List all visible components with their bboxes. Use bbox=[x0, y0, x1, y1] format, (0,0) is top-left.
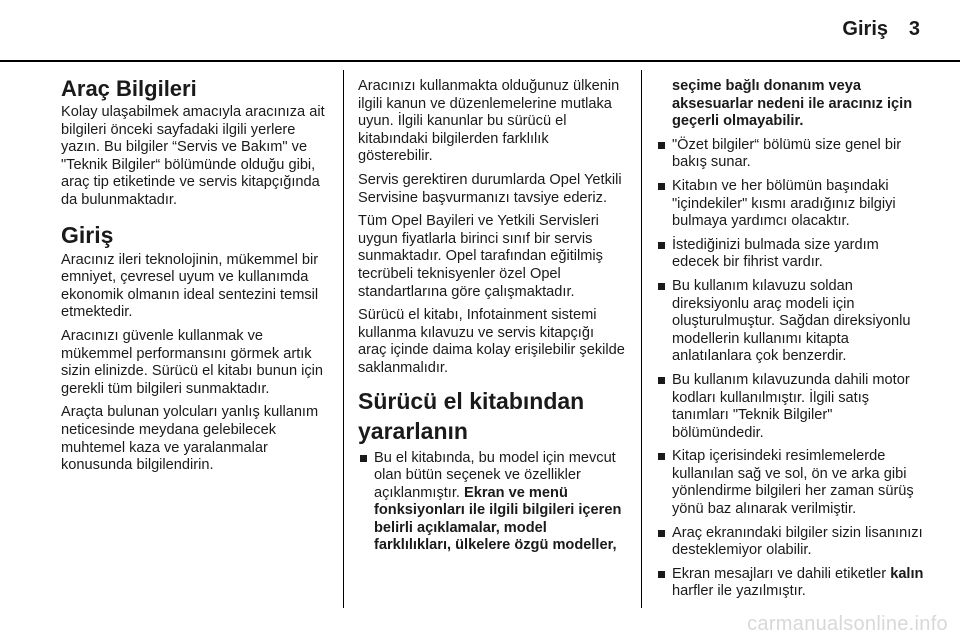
watermark: carmanualsonline.info bbox=[747, 613, 948, 635]
paragraph: Tüm Opel Bayileri ve Yetkili Servisleri uygun fiyatlarla birinci sınıf bir servis sunmaktadır. Opel tarafından eğitilmiş tecrübeli teknisyenler özel Opel standartlarına göre çalışmaktadır. bbox=[358, 213, 603, 300]
square-bullet-icon bbox=[658, 530, 665, 537]
list-item bbox=[656, 278, 924, 366]
list-item-text: Kitabın ve her bölümün başındaki "içindekiler" kısmı aradığınız bilgiyi bulmaya yardımcı olacaktır. bbox=[672, 177, 896, 230]
square-bullet-icon bbox=[658, 453, 665, 460]
list-item-text: Araç ekranındaki bilgiler sizin lisanınızı desteklemiyor olabilir. bbox=[672, 524, 923, 559]
list-item-text: İstediğinizi bulmada size yardım edecek bir fihrist vardır. bbox=[672, 236, 879, 271]
paragraph: Araçta bulunan yolcuları yanlış kullanım neticesinde meydana gelebilecek muhtemel kaza ve yaralanmalar konusunda bilgilendirin. bbox=[61, 404, 319, 474]
list-item-bold-text: Ekran ve menü fonksiyonları ile ilgili bilgileri içeren belirli açıklamalar, model farklılıkları, ülkelere özgü modeller, bbox=[374, 484, 622, 554]
list-item-text: Ekran mesajları ve dahili etiketler bbox=[672, 565, 887, 582]
section-title: Giriş bbox=[842, 18, 888, 40]
bullet-list bbox=[656, 137, 924, 601]
list-item-text: Kitap içerisindeki resimlemelerde kullanılan sağ ve sol, ön ve arka gibi yönlendirme bilgileri her zaman sürüş yönü baz alınarak verilmiştir. bbox=[672, 448, 914, 518]
list-item bbox=[656, 237, 924, 272]
list-item-text: "Özet bilgiler“ bölümü size genel bir bakış sunar. bbox=[672, 136, 902, 171]
header-rule bbox=[0, 60, 960, 62]
heading-surucu-el-kitabi: Sürücü el kitabından yararlanın bbox=[358, 387, 585, 444]
page-number: 3 bbox=[908, 18, 920, 40]
heading-arac-bilgileri: Araç Bilgileri bbox=[61, 76, 197, 101]
list-item bbox=[358, 450, 626, 556]
list-item bbox=[656, 372, 924, 442]
list-item-continuation bbox=[656, 78, 924, 131]
page-header bbox=[0, 0, 960, 62]
column-middle bbox=[358, 78, 626, 561]
heading-giris: Giriş bbox=[61, 221, 114, 248]
square-bullet-icon bbox=[658, 571, 665, 578]
paragraph: Servis gerektiren durumlarda Opel Yetkili Servisine başvurmanızı tavsiye ederiz. bbox=[358, 171, 622, 206]
list-item bbox=[656, 566, 924, 601]
paragraph: Aracınız ileri teknolojinin, mükemmel bir emniyet, çevresel uyum ve kullanımda ekonomik olmanın ideal sentezini temsil etmektedir. bbox=[61, 251, 319, 321]
square-bullet-icon bbox=[658, 377, 665, 384]
list-item bbox=[656, 178, 924, 231]
list-item bbox=[656, 525, 924, 560]
bullet-list bbox=[358, 450, 626, 556]
paragraph: Aracınızı kullanmakta olduğunuz ülkenin ilgili kanun ve düzenlemelerine mutlaka uyun. İlgili kanunlar bu sürücü el kitabındaki bilgilerden farklılık gösterebilir. bbox=[358, 78, 620, 165]
paragraph: Aracınızı güvenle kullanmak ve mükemmel performansını görmek artık sizin elinizde. Sürücü el kitabı bunun için gerekli tüm bilgileri sunmaktadır. bbox=[61, 327, 324, 397]
list-item-text: Bu el kitabında, bu model için mevcut olan bütün seçenek ve özellikler açıklanmıştır. bbox=[374, 449, 616, 501]
list-item-bold-text: seçime bağlı donanım veya aksesuarlar nedeni ile aracınız için geçerli olmayabilir. bbox=[672, 78, 913, 130]
square-bullet-icon bbox=[360, 455, 367, 462]
list-item-text: harfler ile yazılmıştır. bbox=[672, 583, 806, 600]
list-item bbox=[656, 137, 924, 172]
column-right bbox=[656, 78, 924, 607]
column-left bbox=[61, 76, 331, 481]
square-bullet-icon bbox=[658, 283, 665, 290]
column-divider bbox=[641, 70, 642, 608]
list-item-text: Bu kullanım kılavuzunda dahili motor kodları kullanılmıştır. İlgili satış tanımları "Teknik Bilgiler" bölümündedir. bbox=[672, 371, 910, 441]
column-divider bbox=[343, 70, 344, 608]
paragraph: Kolay ulaşabilmek amacıyla aracınıza ait bilgileri önceki sayfadaki ilgili yerlere yazın. Bu bilgiler “Servis ve Bakım" ve "Teknik Bilgiler“ bölümünde olduğu gibi, araç tip etiketinde ve servis kitapçığında da bulunmaktadır. bbox=[61, 104, 325, 208]
square-bullet-icon bbox=[658, 242, 665, 249]
square-bullet-icon bbox=[658, 142, 665, 149]
list-item-text: Bu kullanım kılavuzu soldan direksiyonlu araç modeli için oluşturulmuştur. Sağdan direksiyonlu modellerin kullanımı kitapta anlatılanlara çok benzerdir. bbox=[672, 277, 911, 365]
paragraph: Sürücü el kitabı, Infotainment sistemi kullanma kılavuzu ve servis kitapçığı araç içinde daima kolay erişilebilir şekilde saklanmalıdır. bbox=[358, 307, 625, 376]
list-item-bold-text: kalın bbox=[890, 565, 924, 582]
list-item bbox=[656, 448, 924, 518]
square-bullet-icon bbox=[658, 183, 665, 190]
